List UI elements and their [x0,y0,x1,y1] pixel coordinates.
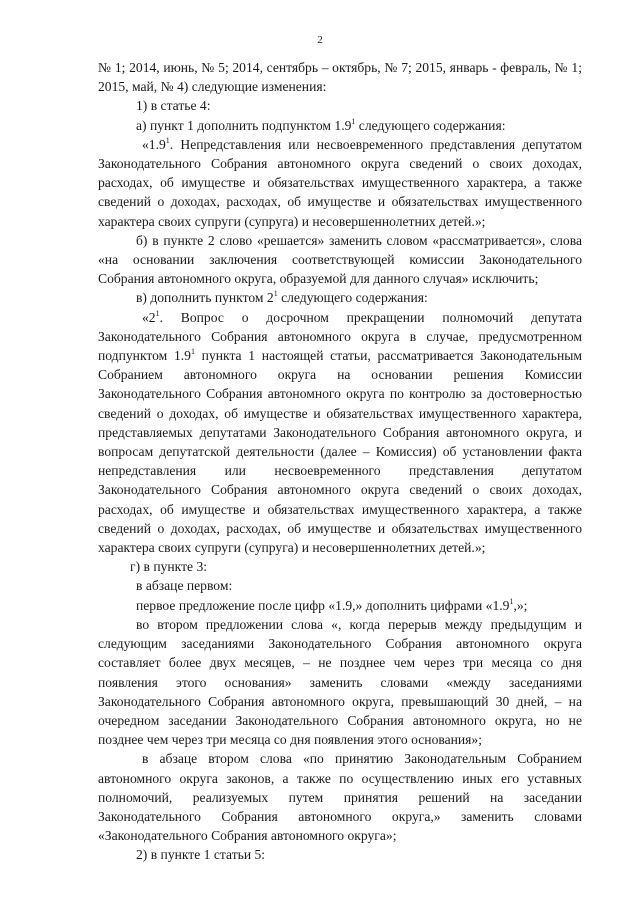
text-run: «2 [142,309,156,325]
text-run: . Вопрос о досрочном прекращении полномочий депутата Законодательного Собрания автономного округа в случае, предусмотренном подпунктом 1.9 [98,309,582,364]
text-run: первое предложение после цифр «1.9,» дополнить цифрами «1.9 [136,597,510,613]
text-run: в абзаце втором слова «по принятию Законодательным Собранием автономного округа законов, а также по осуществлению иных его уставных полномочий, реализуемых путем принятия решений на заседании Законодательного Собрания автономного округа,» заменить словами «Законодательного Собрания автономного округа»; [98,751,582,844]
superscript: 1 [273,289,278,299]
text-run: 2) в пункте 1 статьи 5: [136,847,266,863]
document-body [98,58,582,865]
superscript: 1 [509,596,514,606]
text-run: в абзаце первом: [136,578,233,594]
text-run: № 1; 2014, июнь, № 5; 2014, сентябрь – октябрь, № 7; 2015, январь - февраль, № 1; 2015, май, № 4) следующие изменения: [98,60,582,95]
paragraph-p02 [98,96,582,115]
paragraph-p08 [98,557,582,576]
paragraph-p03 [98,116,582,135]
paragraph-p10 [98,596,582,615]
text-run: . Непредставления или несвоевременного представления депутатом Законодательного Собрания автономного округа сведений о своих доходах, расходах, об имуществе и обязательствах имущественного характера, а также сведений о доходах, расходах, об имуществе и обязательствах имущественного характера своих супруги (супруга) и несовершеннолетних детей.»; [98,136,582,229]
text-run: во втором предложении слова «, когда перерыв между предыдущим и следующим заседаниями Законодательного Собрания автономного округа составляет более двух месяцев, – не позднее чем через три месяца со дня появления этого основания» заменить словами «между заседаниями Законодательного Собрания автономного округа, превышающий 30 дней, – на очередном заседании Законодательного Собрания автономного округа, но не позднее чем через три месяца со дня появления этого основания»; [98,616,582,748]
paragraph-p09 [98,576,582,595]
text-run: ,»; [513,597,528,613]
text-run: в) дополнить пунктом 2 [136,290,274,306]
superscript: 1 [351,116,356,126]
text-run: следующего содержания: [277,290,428,306]
text-run: пункта 1 настоящей статьи, рассматривается Законодательным Собранием автономного округа на основании решения Комиссии Законодательного Собрания автономного округа по контролю за достоверностью сведений о доходах, об имуществе и обязательствах имущественного характера, представляемых депутатами Законодательного Собрания автономного округа, и вопросам депутатской деятельности (далее – Комиссия) об установлении факта непредставления или несвоевременного представления депутатом Законодательного Собрания автономного округа сведений о своих доходах, расходах, об имуществе и обязательствах имущественного характера, а также сведений о доходах, расходах, об имуществе и обязательствах имущественного характера своих супруги (супруга) и несовершеннолетних детей.»; [98,348,582,556]
paragraph-p07 [98,308,582,558]
paragraph-p06 [98,288,582,307]
paragraph-p05 [98,231,582,289]
superscript: 1 [190,347,195,357]
superscript: 1 [155,308,160,318]
paragraph-p12 [98,749,582,845]
paragraph-p11 [98,615,582,749]
superscript: 1 [165,135,170,145]
text-run: «1.9 [142,136,166,152]
text-run: а) пункт 1 дополнить подпунктом 1.9 [136,117,352,133]
paragraph-p13 [98,845,582,864]
page-number: 2 [317,34,323,46]
text-run: следующего содержания: [355,117,506,133]
paragraph-p04 [98,135,582,231]
text-run: г) в пункте 3: [130,559,208,575]
paragraph-p01 [98,58,582,96]
text-run: 1) в статье 4: [136,98,211,114]
text-run: б) в пункте 2 слово «решается» заменить словом «рассматривается», слова «на основании заключения соответствующей комиссии Законодательного Собрания автономного округа, образуемой для данного случая» исключить; [98,232,582,287]
